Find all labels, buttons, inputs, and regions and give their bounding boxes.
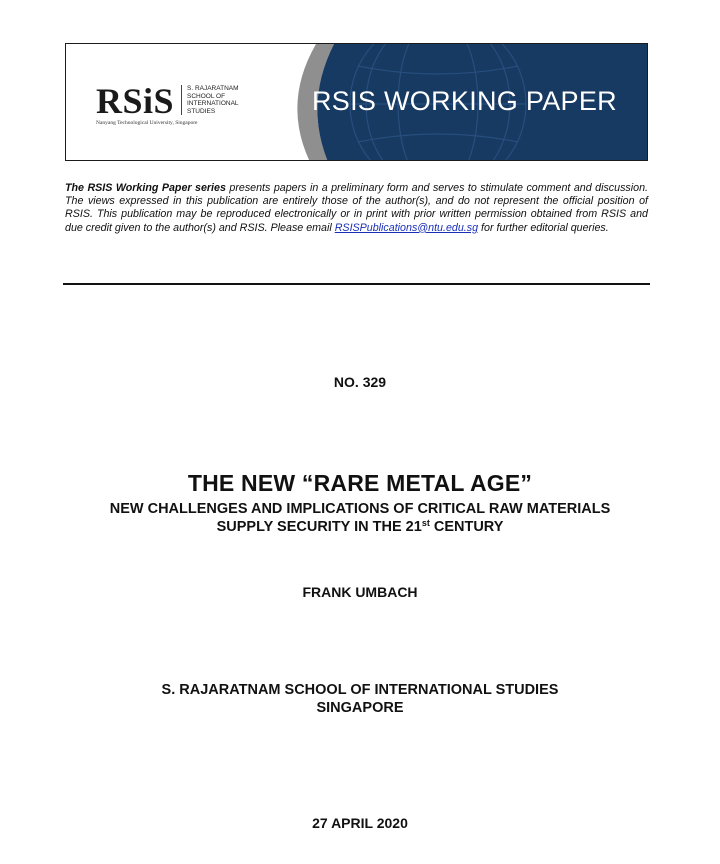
banner-title: RSIS WORKING PAPER — [312, 86, 617, 116]
series-body: presents papers in a preliminary form and serves to stimulate comment and discussion. The views expressed in this publication are entirely those of the author(s), and do not represent the official position of RSIS. This publication may be reproduced electronically or in print with prior written permission obtained from RSIS and due credit given to the author(s) and RSIS. Please email — [65, 182, 649, 234]
subtitle-line-2-end: CENTURY — [429, 519, 504, 535]
paper-title: THE NEW “RARE METAL AGE” — [187, 470, 533, 496]
email-link[interactable]: RSISPublications@ntu.edu.sg — [334, 221, 479, 234]
logo-divider — [181, 85, 182, 115]
publication-date: 27 APRIL 2020 — [312, 815, 408, 831]
subtitle-superscript: st — [421, 518, 430, 528]
series-lead: The RSIS Working Paper series — [65, 182, 226, 194]
institution — [0, 681, 720, 717]
subtitle-line-2-text: SUPPLY SECURITY IN THE 21 — [216, 519, 422, 535]
rsis-logo — [96, 81, 276, 131]
series-tail: for further editorial queries. — [478, 221, 609, 234]
subtitle-line-1: NEW CHALLENGES AND IMPLICATIONS OF CRITICAL RAW MATERIALS — [109, 501, 611, 517]
horizontal-rule — [63, 283, 650, 285]
institution-name: S. RAJARATNAM SCHOOL OF INTERNATIONAL STUDIES — [161, 682, 559, 698]
logo-school-name: S. RAJARATNAM SCHOOL OF INTERNATIONAL STUDIES — [187, 85, 239, 115]
logo-university: Nanyang Technological University, Singapore — [96, 120, 198, 126]
author-name: FRANK UMBACH — [302, 584, 418, 600]
logo-wordmark: RSiS — [96, 81, 175, 121]
paper-number: NO. 329 — [333, 374, 387, 390]
subtitle-line-2 — [0, 518, 720, 536]
paper-subtitle — [0, 500, 720, 536]
series-disclaimer — [65, 182, 648, 235]
institution-location: SINGAPORE — [316, 700, 404, 716]
header-banner — [65, 43, 648, 161]
